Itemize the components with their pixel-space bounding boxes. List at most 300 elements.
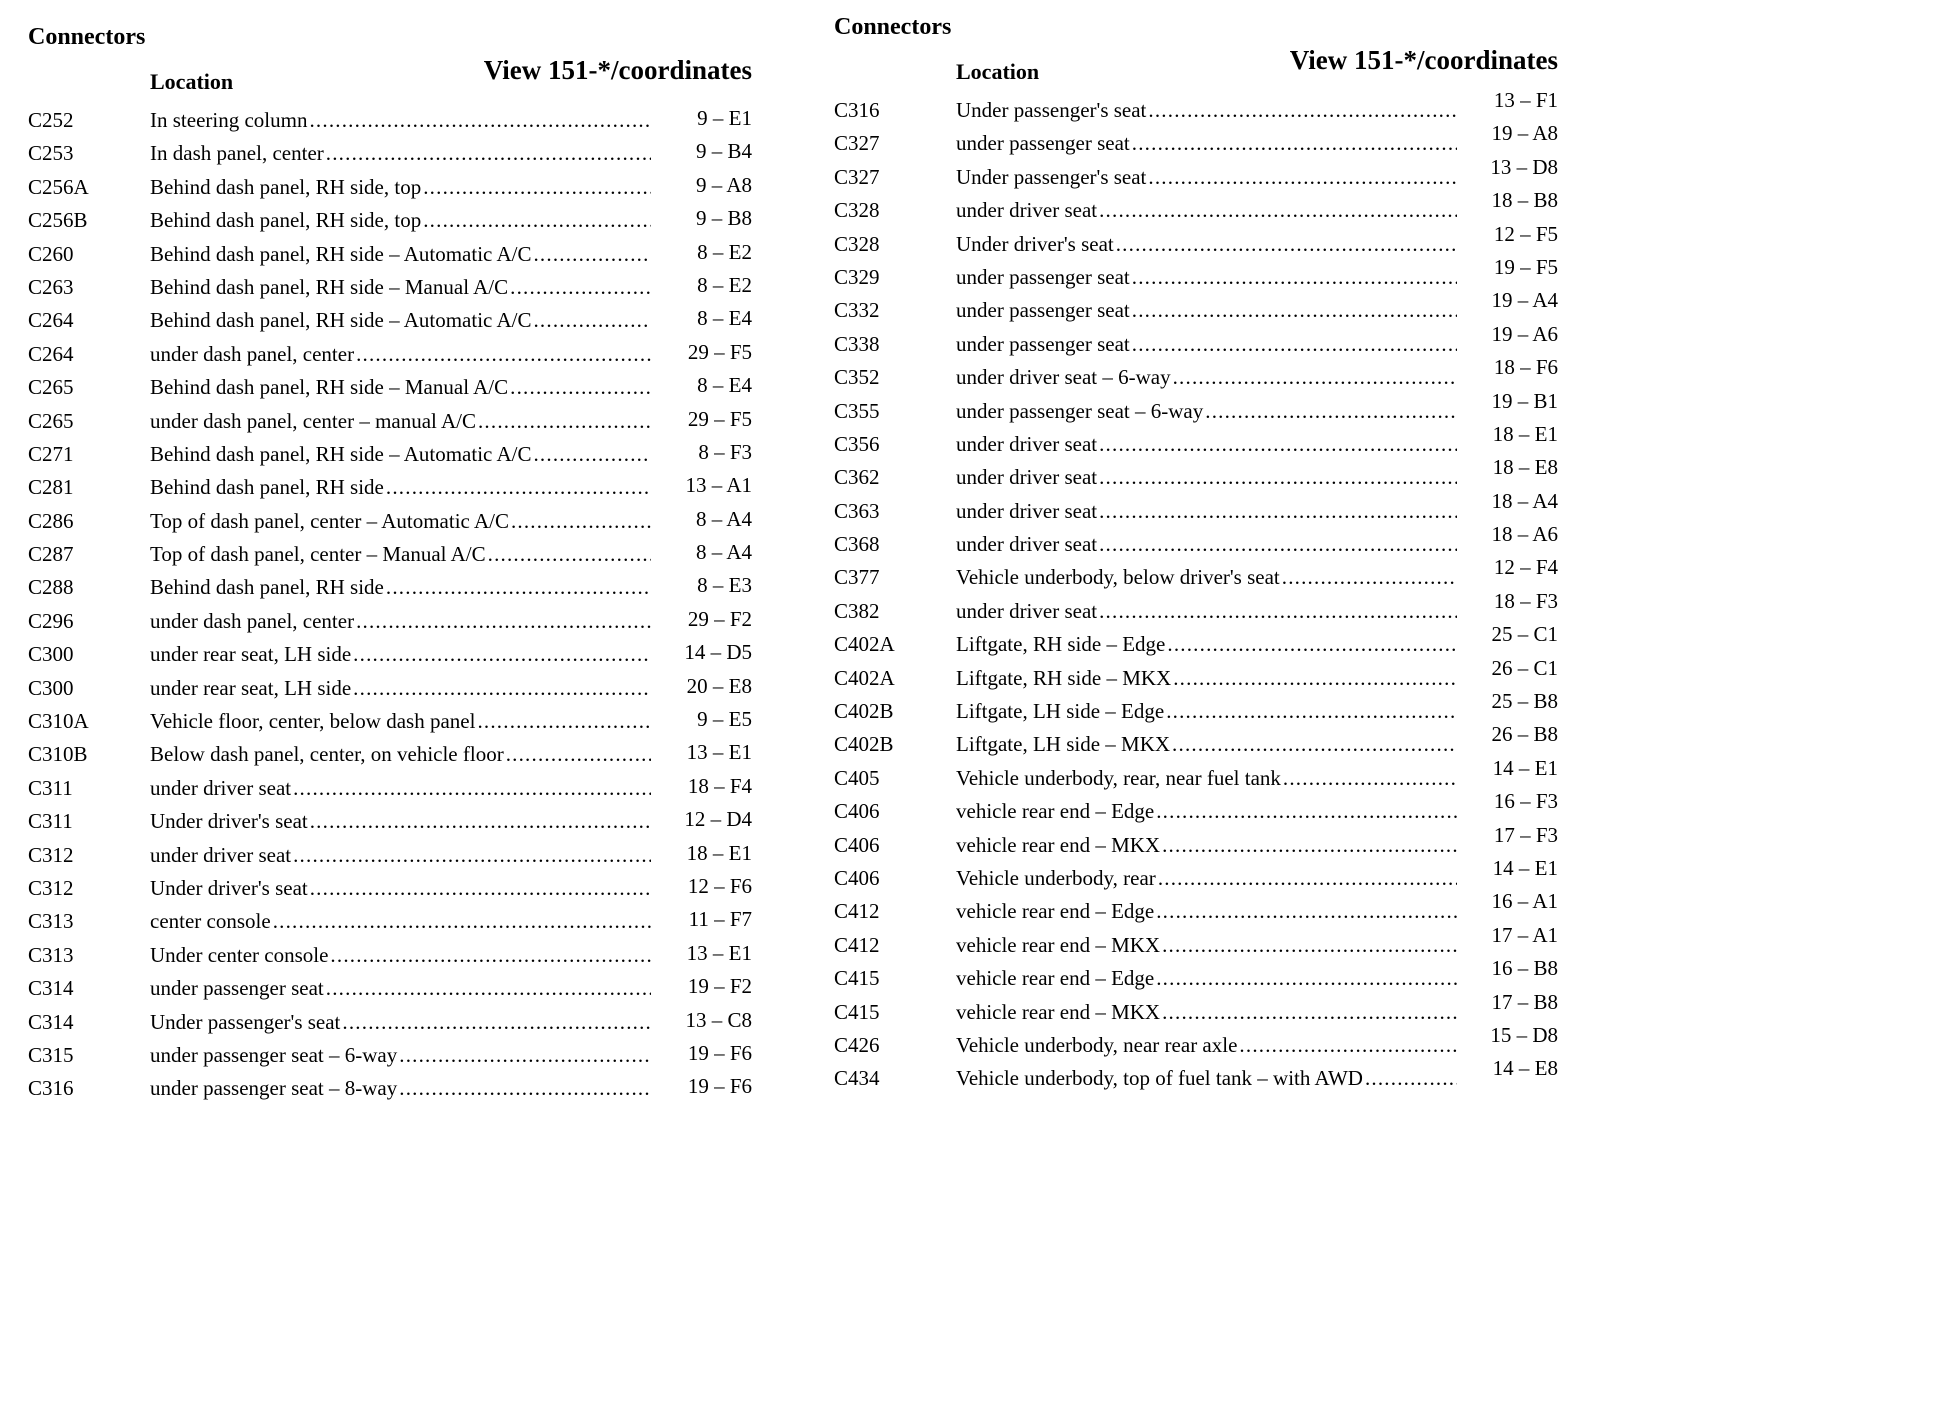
table-row	[28, 673, 752, 709]
connector-id: C415	[834, 966, 880, 991]
table-row	[834, 989, 1558, 1033]
dot-leader	[1132, 265, 1457, 290]
connector-coordinate: 29 – F5	[687, 406, 752, 431]
dot-leader	[1148, 165, 1457, 190]
table-row	[28, 909, 752, 942]
connector-location: under rear seat, LH side	[150, 675, 352, 700]
connector-id: C406	[834, 865, 880, 890]
table-row	[834, 855, 1558, 899]
connector-id: C288	[28, 575, 74, 600]
connector-location: under passenger seat – 8-way	[150, 1076, 398, 1101]
connector-id: C412	[834, 899, 880, 924]
connector-location: Behind dash panel, RH side	[150, 475, 384, 500]
connector-coordinate: 12 – F6	[687, 873, 752, 898]
connector-location: vehicle rear end – MKX	[956, 932, 1161, 957]
dot-leader	[1205, 399, 1457, 424]
connector-id: C314	[28, 1009, 74, 1034]
table-row	[28, 339, 752, 375]
view-coordinates-header: View 151-*/coordinates	[483, 55, 752, 85]
connector-id: C382	[834, 598, 880, 623]
connector-coordinate: 18 – B8	[1491, 188, 1558, 213]
connector-coordinate: 18 – E8	[1492, 455, 1558, 480]
table-row	[28, 475, 752, 508]
connector-id: C256B	[28, 208, 88, 233]
connector-id: C310B	[28, 742, 88, 767]
table-row	[834, 689, 1558, 732]
connector-coordinate: 19 – A4	[1491, 288, 1558, 313]
dot-leader	[342, 1010, 651, 1035]
connector-location: under driver seat	[956, 532, 1098, 557]
connector-location: vehicle rear end – Edge	[956, 799, 1155, 824]
connector-coordinate: 13 – F1	[1493, 88, 1558, 112]
connector-location: Vehicle underbody, rear	[956, 865, 1156, 890]
connector-id: C312	[28, 842, 74, 867]
connector-location: under driver seat	[956, 465, 1098, 490]
dot-leader	[1166, 699, 1457, 724]
table-row	[834, 321, 1558, 365]
dot-leader	[293, 843, 651, 868]
connector-id: C356	[834, 431, 880, 456]
connector-coordinate: 8 – A4	[695, 540, 752, 565]
connector-location: Behind dash panel, RH side – Automatic A/C	[150, 241, 532, 266]
connector-id: C256A	[28, 174, 89, 199]
connector-id: C402B	[834, 699, 894, 724]
connector-location: under dash panel, center	[150, 608, 355, 633]
connector-id: C332	[834, 298, 880, 323]
table-row	[28, 742, 752, 775]
connector-id: C327	[834, 131, 880, 156]
dot-leader	[1162, 933, 1457, 958]
connector-id: C310A	[28, 709, 89, 734]
dot-leader	[1156, 899, 1457, 924]
dot-leader	[533, 242, 651, 267]
connector-coordinate: 9 – B8	[695, 206, 752, 231]
connector-coordinate: 19 – A8	[1491, 121, 1558, 146]
table-row	[834, 722, 1558, 765]
connector-location: under passenger seat	[150, 976, 324, 1001]
dot-leader	[1099, 432, 1457, 457]
connector-location: under dash panel, center – manual A/C	[150, 408, 476, 433]
connector-location: Liftgate, LH side – Edge	[956, 699, 1165, 724]
connector-coordinate: 17 – F3	[1493, 822, 1558, 847]
table-row	[834, 221, 1558, 265]
connector-location: Under driver's seat	[150, 809, 308, 834]
dot-leader	[423, 208, 651, 233]
table-row	[28, 272, 752, 308]
dot-leader	[1099, 532, 1457, 557]
table-row	[28, 809, 752, 842]
connector-id: C264	[28, 308, 74, 333]
table-row	[834, 154, 1558, 198]
dot-leader	[293, 776, 651, 801]
connector-id: C368	[834, 532, 880, 557]
table-row	[834, 88, 1558, 131]
connector-location: In steering column	[150, 108, 308, 132]
connector-id: C329	[834, 264, 880, 289]
connector-table-left	[28, 24, 752, 1110]
connector-coordinate: 26 – B8	[1491, 722, 1558, 747]
connector-id: C426	[834, 1032, 880, 1057]
connector-id: C415	[834, 999, 880, 1024]
dot-leader	[1099, 599, 1457, 624]
connector-coordinate: 25 – B8	[1491, 689, 1558, 714]
connector-coordinate: 14 – E8	[1492, 1056, 1558, 1081]
connector-location: Behind dash panel, RH side, top	[150, 208, 422, 233]
dot-leader	[1283, 766, 1457, 791]
dot-leader	[1173, 365, 1457, 390]
table-row	[834, 1056, 1558, 1099]
connector-location: under driver seat	[956, 198, 1098, 223]
connector-coordinate: 13 – A1	[685, 473, 752, 498]
connector-id: C311	[28, 775, 73, 800]
connector-coordinate: 18 – F6	[1493, 355, 1558, 380]
dot-leader	[1162, 833, 1457, 858]
connector-location: under passenger seat – 6-way	[150, 1042, 398, 1067]
section-title: Connectors	[834, 14, 952, 40]
dot-leader	[423, 175, 651, 200]
dot-leader	[399, 1043, 651, 1068]
connector-coordinate: 16 – B8	[1491, 956, 1558, 981]
connector-id: C316	[28, 1076, 74, 1101]
connector-location: Liftgate, RH side – MKX	[956, 665, 1172, 690]
connector-location: Under passenger's seat	[956, 164, 1147, 189]
table-row	[28, 208, 752, 241]
connector-coordinate: 9 – E5	[697, 707, 752, 732]
table-row	[834, 288, 1558, 331]
connector-coordinate: 29 – F2	[687, 606, 752, 631]
table-row	[28, 439, 752, 475]
dot-leader	[1156, 799, 1457, 824]
dot-leader	[310, 809, 651, 834]
connector-location: under passenger seat	[956, 131, 1130, 156]
connector-id: C264	[28, 341, 74, 366]
dot-leader	[1239, 1033, 1457, 1058]
connector-location: Under passenger's seat	[956, 98, 1147, 122]
connector-location: under passenger seat – 6-way	[956, 398, 1204, 423]
connector-id: C402A	[834, 632, 895, 657]
connector-id: C328	[834, 198, 880, 223]
dot-leader	[353, 676, 651, 701]
connector-coordinate: 19 – B1	[1491, 388, 1558, 413]
table-row	[834, 622, 1558, 665]
connector-id: C265	[28, 408, 74, 433]
connector-coordinate: 18 – F3	[1493, 588, 1558, 613]
connector-id: C271	[28, 441, 74, 466]
table-header	[834, 45, 1558, 86]
connector-id: C296	[28, 608, 74, 633]
connector-coordinate: 8 – E4	[697, 373, 752, 398]
connector-coordinate: 17 – B8	[1491, 989, 1558, 1014]
table-header	[28, 55, 752, 96]
table-row	[834, 455, 1558, 498]
dot-leader	[1099, 499, 1457, 524]
connector-location: under driver seat	[150, 842, 292, 867]
connector-location: vehicle rear end – MKX	[956, 832, 1161, 857]
dot-leader	[356, 342, 651, 367]
table-row	[834, 789, 1558, 832]
connector-location: Under passenger's seat	[150, 1009, 341, 1034]
table-row	[834, 121, 1558, 164]
dot-leader	[1158, 866, 1457, 891]
connector-id: C263	[28, 274, 74, 299]
connector-coordinate: 9 – B4	[695, 139, 752, 164]
connector-coordinate: 18 – A4	[1491, 488, 1558, 513]
connector-id: C355	[834, 398, 880, 423]
view-coordinates-header: View 151-*/coordinates	[1289, 45, 1558, 75]
connector-coordinate: 26 – C1	[1491, 655, 1558, 680]
connector-coordinate: 14 – E1	[1492, 755, 1558, 780]
connector-location: vehicle rear end – Edge	[956, 899, 1155, 924]
table-row	[834, 555, 1558, 598]
connector-coordinate: 8 – E4	[697, 306, 752, 331]
dot-leader	[1132, 332, 1457, 357]
connector-id: C363	[834, 498, 880, 523]
dot-leader	[533, 442, 651, 467]
connector-coordinate: 12 – F5	[1493, 221, 1558, 246]
connector-coordinate: 18 – E1	[686, 840, 752, 865]
connector-coordinate: 29 – F5	[687, 339, 752, 364]
connector-location: In dash panel, center	[150, 141, 324, 166]
table-row	[28, 873, 752, 909]
table-row	[28, 1040, 752, 1076]
table-row	[28, 976, 752, 1009]
dot-leader	[399, 1076, 651, 1101]
table-row	[834, 254, 1558, 298]
table-row	[834, 956, 1558, 999]
connector-id: C328	[834, 231, 880, 256]
dot-leader	[506, 742, 651, 767]
dot-leader	[326, 141, 651, 166]
connector-id: C287	[28, 542, 74, 567]
connector-id: C405	[834, 765, 880, 790]
connector-location: under driver seat	[956, 498, 1098, 523]
dot-leader	[1099, 198, 1457, 223]
connector-location: under driver seat	[150, 775, 292, 800]
table-row	[834, 188, 1558, 231]
table-row	[28, 773, 752, 809]
connector-coordinate: 13 – D8	[1490, 154, 1558, 179]
connector-coordinate: 13 – C8	[685, 1007, 752, 1032]
connector-coordinate: 25 – C1	[1491, 622, 1558, 647]
connector-id: C311	[28, 809, 73, 834]
table-row	[28, 840, 752, 876]
dot-leader	[1282, 565, 1457, 590]
connector-location: under rear seat, LH side	[150, 642, 352, 667]
connector-location: Liftgate, RH side – Edge	[956, 632, 1166, 657]
connector-location: Vehicle underbody, top of fuel tank – with AWD	[956, 1066, 1363, 1091]
dot-leader	[510, 375, 651, 400]
table-row	[834, 588, 1558, 632]
connector-coordinate: 20 – E8	[686, 673, 752, 698]
connector-id: C312	[28, 875, 74, 900]
connector-coordinate: 9 – E1	[697, 106, 752, 130]
connector-coordinate: 19 – F2	[687, 974, 752, 999]
dot-leader	[386, 575, 651, 600]
connector-location: Liftgate, LH side – MKX	[956, 732, 1171, 757]
connector-id: C327	[834, 164, 880, 189]
table-row	[28, 406, 752, 442]
connector-location: Behind dash panel, RH side, top	[150, 174, 422, 199]
dot-leader	[310, 876, 651, 901]
connector-id: C314	[28, 976, 74, 1001]
connector-coordinate: 18 – E1	[1492, 421, 1558, 446]
connector-coordinate: 19 – F6	[687, 1040, 752, 1065]
connector-coordinate: 8 – E2	[697, 239, 752, 264]
dot-leader	[1365, 1066, 1457, 1091]
connector-location: Top of dash panel, center – Automatic A/C	[150, 508, 509, 533]
dot-leader	[273, 909, 651, 934]
connector-location: Behind dash panel, RH side – Manual A/C	[150, 274, 509, 299]
connector-location: Vehicle underbody, rear, near fuel tank	[956, 765, 1281, 790]
table-row	[834, 755, 1558, 799]
connector-location: under dash panel, center	[150, 341, 355, 366]
connector-id: C352	[834, 365, 880, 390]
connector-id: C252	[28, 108, 74, 132]
connector-location: Vehicle underbody, near rear axle	[956, 1032, 1238, 1057]
table-row	[834, 922, 1558, 966]
connector-coordinate: 13 – E1	[686, 740, 752, 765]
table-row	[28, 542, 752, 575]
connector-location: Behind dash panel, RH side – Automatic A/C	[150, 441, 532, 466]
connector-coordinate: 8 – F3	[698, 439, 752, 464]
connector-coordinate: 16 – F3	[1493, 789, 1558, 814]
connector-id: C253	[28, 141, 74, 166]
connector-location: Behind dash panel, RH side	[150, 575, 384, 600]
table-row	[28, 239, 752, 275]
dot-leader	[1132, 131, 1457, 156]
table-row	[834, 355, 1558, 398]
connector-location: under passenger seat	[956, 331, 1130, 356]
connector-coordinate: 18 – A6	[1491, 522, 1558, 547]
connector-location: Under center console	[150, 942, 329, 967]
dot-leader	[1132, 298, 1457, 323]
connector-id: C300	[28, 642, 74, 667]
connector-coordinate: 17 – A1	[1491, 922, 1558, 947]
connector-id: C362	[834, 465, 880, 490]
connector-location: Behind dash panel, RH side – Automatic A/C	[150, 308, 532, 333]
connector-coordinate: 19 – F5	[1493, 254, 1558, 279]
connector-coordinate: 8 – E2	[697, 272, 752, 297]
connector-location: under driver seat – 6-way	[956, 365, 1171, 390]
connector-coordinate: 13 – E1	[686, 940, 752, 965]
dot-leader	[478, 409, 651, 434]
table-row	[834, 655, 1558, 699]
table-row	[834, 822, 1558, 866]
connector-id: C434	[834, 1066, 880, 1091]
connector-location: under driver seat	[956, 431, 1098, 456]
connector-coordinate: 19 – F6	[687, 1074, 752, 1099]
location-header: Location	[150, 69, 234, 94]
section-title: Connectors	[28, 24, 146, 50]
connector-id: C313	[28, 942, 74, 967]
dot-leader	[326, 976, 651, 1001]
connector-id: C260	[28, 241, 74, 266]
connector-table-right	[834, 14, 1558, 1110]
connector-id: C315	[28, 1042, 74, 1067]
connector-coordinate: 19 – A6	[1491, 321, 1558, 346]
connector-rows	[28, 108, 752, 1110]
table-row	[28, 1076, 752, 1109]
connector-location: Under driver's seat	[956, 231, 1114, 256]
dot-leader	[356, 609, 651, 634]
connector-id: C406	[834, 832, 880, 857]
connector-location: vehicle rear end – Edge	[956, 966, 1155, 991]
table-row	[28, 506, 752, 542]
table-row	[28, 1007, 752, 1043]
connector-location: center console	[150, 909, 271, 934]
connector-id: C286	[28, 508, 74, 533]
dot-leader	[1167, 632, 1457, 657]
connector-location: Below dash panel, center, on vehicle floor	[150, 742, 504, 767]
dot-leader	[353, 642, 651, 667]
location-header: Location	[956, 59, 1040, 84]
dot-leader	[477, 709, 651, 734]
connector-id: C300	[28, 675, 74, 700]
table-row	[28, 308, 752, 341]
dot-leader	[488, 542, 651, 567]
dot-leader	[511, 509, 651, 534]
dot-leader	[1156, 966, 1457, 991]
dot-leader	[1162, 1000, 1457, 1025]
connector-id: C412	[834, 932, 880, 957]
dot-leader	[309, 108, 651, 133]
table-row	[28, 642, 752, 675]
connector-id: C402A	[834, 665, 895, 690]
table-row	[834, 1022, 1558, 1066]
table-row	[28, 709, 752, 742]
connector-location: under passenger seat	[956, 298, 1130, 323]
dot-leader	[1099, 465, 1457, 490]
connector-id: C281	[28, 475, 74, 500]
connector-coordinate: 15 – D8	[1490, 1022, 1558, 1047]
connector-coordinate: 12 – F4	[1493, 555, 1558, 580]
table-row	[834, 522, 1558, 565]
connector-coordinate: 18 – F4	[687, 773, 752, 798]
dot-leader	[1116, 232, 1457, 257]
dot-leader	[1172, 732, 1457, 757]
connector-id: C377	[834, 565, 880, 590]
connector-coordinate: 9 – A8	[695, 172, 752, 197]
dot-leader	[330, 943, 651, 968]
connector-rows	[834, 88, 1558, 1100]
connector-id: C406	[834, 799, 880, 824]
connector-location: Behind dash panel, RH side – Manual A/C	[150, 375, 509, 400]
connector-coordinate: 12 – D4	[684, 807, 752, 832]
connector-coordinate: 14 – E1	[1492, 855, 1558, 880]
connector-id: C316	[834, 98, 880, 122]
table-row	[28, 575, 752, 608]
table-row	[834, 388, 1558, 432]
table-row	[28, 606, 752, 642]
table-row	[28, 940, 752, 976]
connector-id: C402B	[834, 732, 894, 757]
dot-leader	[1173, 666, 1457, 691]
table-row	[834, 889, 1558, 932]
connector-location: Vehicle floor, center, below dash panel	[150, 709, 476, 734]
connector-location: under passenger seat	[956, 264, 1130, 289]
dot-leader	[386, 475, 651, 500]
connector-id: C265	[28, 375, 74, 400]
connector-location: Vehicle underbody, below driver's seat	[956, 565, 1280, 590]
connector-coordinate: 14 – D5	[684, 640, 752, 665]
connector-id: C338	[834, 331, 880, 356]
connector-location: Under driver's seat	[150, 875, 308, 900]
table-row	[834, 421, 1558, 465]
connector-coordinate: 8 – E3	[697, 573, 752, 598]
connector-coordinate: 16 – A1	[1491, 889, 1558, 914]
table-row	[834, 488, 1558, 532]
table-row	[28, 172, 752, 208]
